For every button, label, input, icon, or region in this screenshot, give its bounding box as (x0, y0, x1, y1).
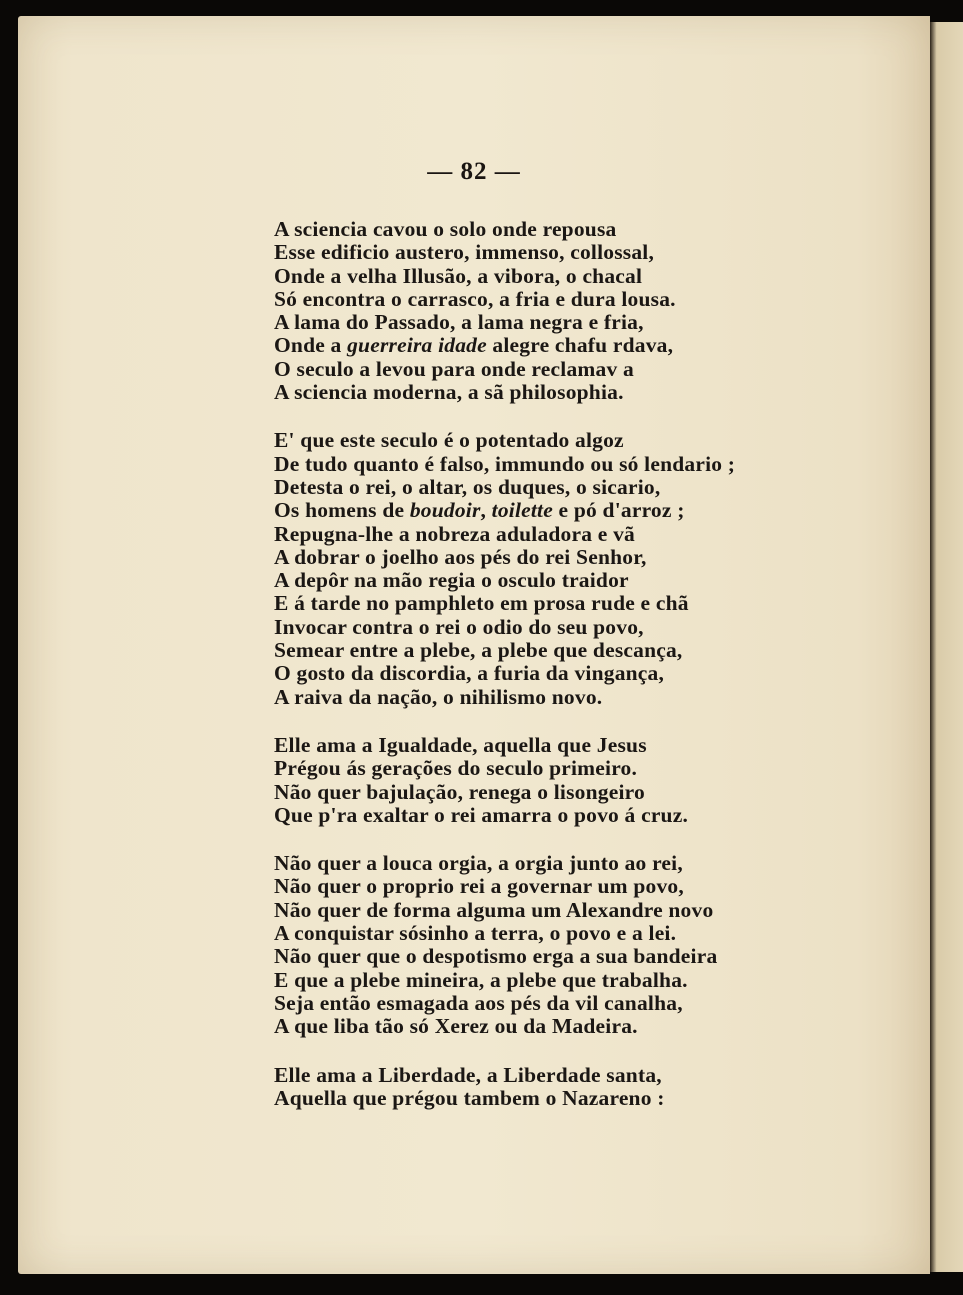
poem-line (274, 639, 854, 662)
line-text: De tudo quanto é falso, immundo ou só lendario ; (274, 451, 736, 476)
poem-line (274, 804, 854, 827)
line-text: E á tarde no pamphleto em prosa rude e chã (274, 591, 689, 616)
line-text: A dobrar o joelho aos pés do rei Senhor, (274, 544, 647, 569)
poem-line (274, 499, 854, 522)
line-text: Só encontra o carrasco, a fria e dura lousa. (274, 286, 676, 311)
line-text: e pó d'arroz ; (552, 498, 685, 523)
poem-line (274, 358, 854, 381)
line-text: Que p'ra exaltar o rei amarra o povo á cruz. (274, 802, 689, 827)
italic-phrase: guerreira idade (347, 333, 487, 358)
line-text: Onde a velha Illusão, a vibora, o chacal (274, 263, 643, 288)
poem-line (274, 686, 854, 709)
poem-line (274, 1087, 854, 1110)
stanza (274, 429, 854, 709)
stanza (274, 852, 854, 1038)
line-text: Detesta o rei, o altar, os duques, o sicario, (274, 474, 661, 499)
line-text: A que liba tão só Xerez ou da Madeira. (274, 1014, 638, 1039)
poem-line (274, 781, 854, 804)
line-text: Elle ama a Igualdade, aquella que Jesus (274, 732, 647, 757)
poem-line (274, 616, 854, 639)
line-text: Invocar contra o rei o odio do seu povo, (274, 614, 644, 639)
poem-line (274, 288, 854, 311)
stanza (274, 734, 854, 827)
stanza (274, 1064, 854, 1111)
line-text: A sciencia cavou o solo onde repousa (274, 217, 617, 241)
poem-text (274, 218, 854, 1110)
poem-line (274, 381, 854, 404)
poem-line (274, 875, 854, 898)
line-text: A depôr na mão regia o osculo traidor (274, 568, 629, 593)
line-text: A conquistar sósinho a terra, o povo e a lei. (274, 921, 677, 946)
poem-line (274, 453, 854, 476)
poem-line (274, 757, 854, 780)
poem-line (274, 546, 854, 569)
line-text: O seculo a levou para onde reclamav a (274, 356, 634, 381)
line-text: Esse edificio austero, immenso, collossal, (274, 240, 655, 265)
line-text: A sciencia moderna, a sã philosophia. (274, 380, 624, 405)
poem-line (274, 429, 854, 452)
poem-line (274, 852, 854, 875)
poem-line (274, 945, 854, 968)
poem-line (274, 334, 854, 357)
poem-line (274, 569, 854, 592)
line-text: Aquella que prégou tambem o Nazareno : (274, 1085, 665, 1110)
line-text: E' que este seculo é o potentado algoz (274, 428, 624, 453)
poem-line (274, 922, 854, 945)
line-text: Repugna-lhe a nobreza aduladora e vã (274, 521, 635, 546)
poem-line (274, 662, 854, 685)
poem-line (274, 992, 854, 1015)
poem-line (274, 592, 854, 615)
poem-line (274, 476, 854, 499)
poem-line (274, 218, 854, 241)
poem-line (274, 1015, 854, 1038)
stanza (274, 218, 854, 404)
poem-line (274, 1064, 854, 1087)
line-text: Prégou ás gerações do seculo primeiro. (274, 756, 638, 781)
book-page (18, 16, 930, 1274)
line-text: Não quer o proprio rei a governar um povo, (274, 874, 684, 899)
line-text: Seja então esmagada aos pés da vil canalha, (274, 990, 683, 1015)
line-text: Não quer bajulação, renega o lisongeiro (274, 779, 645, 804)
italic-phrase: toilette (491, 498, 553, 523)
line-text: Onde a (274, 333, 348, 358)
poem-line (274, 523, 854, 546)
poem-line (274, 311, 854, 334)
line-text: Não quer de forma alguma um Alexandre novo (274, 897, 714, 922)
line-text: A raiva da nação, o nihilismo novo. (274, 684, 603, 709)
line-text: A lama do Passado, a lama negra e fria, (274, 310, 644, 335)
adjacent-page-edge (930, 22, 963, 1272)
line-text: Semear entre a plebe, a plebe que descança, (274, 638, 683, 663)
line-text: E que a plebe mineira, a plebe que trabalha. (274, 967, 688, 992)
line-text: alegre chafu rdava, (486, 333, 674, 358)
line-text: Os homens de (274, 498, 410, 523)
poem-line (274, 241, 854, 264)
page-number: — 82 — (427, 158, 521, 185)
line-text: , (480, 498, 492, 523)
italic-phrase: boudoir (409, 498, 481, 523)
poem-line (274, 969, 854, 992)
poem-line (274, 734, 854, 757)
line-text: Não quer que o despotismo erga a sua bandeira (274, 944, 718, 969)
line-text: O gosto da discordia, a furia da vingança, (274, 661, 665, 686)
line-text: Não quer a louca orgia, a orgia junto ao rei, (274, 851, 683, 876)
poem-line (274, 899, 854, 922)
poem-line (274, 265, 854, 288)
line-text: Elle ama a Liberdade, a Liberdade santa, (274, 1062, 662, 1087)
